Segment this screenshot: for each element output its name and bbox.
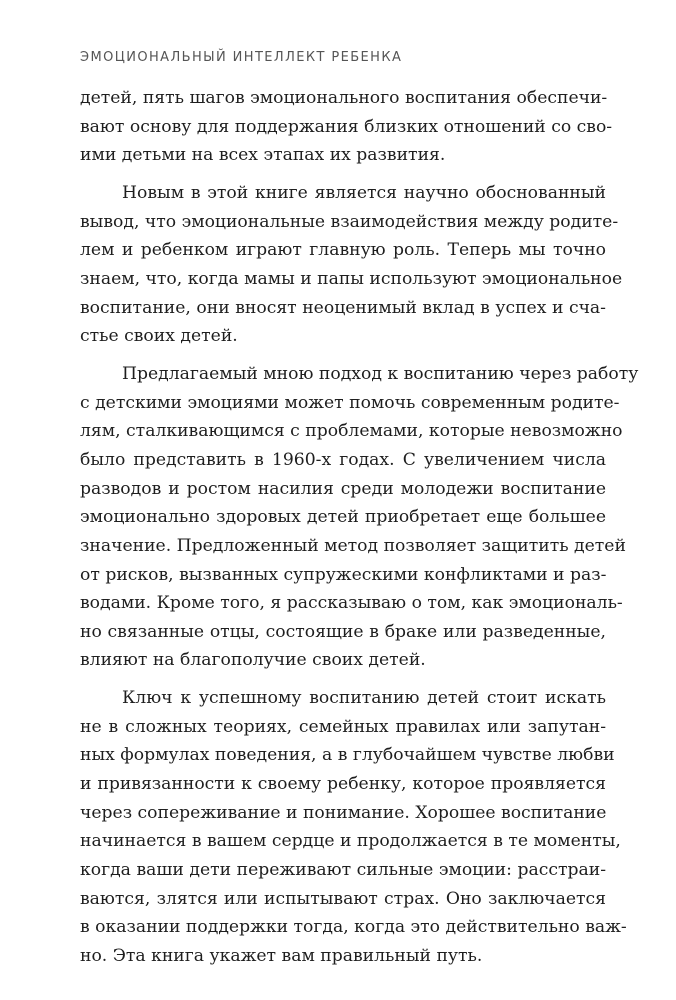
text-line: Ключ к успешному воспитанию детей стоит искать (122, 688, 606, 709)
text-line: ваются, злятся или испытывают страх. Оно заключается (80, 888, 606, 909)
text-line: Предлагаемый мною подход к воспитанию через работу (122, 363, 639, 384)
text-line: лям, сталкивающимся с проблемами, которые невозможно (80, 421, 623, 442)
paragraph-2 (80, 179, 623, 351)
text-line: водами. Кроме того, я рассказываю о том, как эмоциональ- (80, 593, 623, 614)
text-line: вают основу для поддержания близких отношений со сво- (80, 116, 613, 137)
text-line: ных формулах поведения, а в глубочайшем чувстве любви (80, 745, 615, 766)
text-line: знаем, что, когда мамы и папы используют эмоциональное (80, 268, 623, 289)
text-line: разводов и ростом насилия среди молодежи воспитание (80, 478, 606, 499)
text-line: но. Эта книга укажет вам правильный путь. (80, 946, 483, 967)
text-line: воспитание, они вносят неоценимый вклад в успех и сча- (80, 297, 606, 318)
text-line: Новым в этой книге является научно обоснованный (122, 182, 606, 203)
text-line: ими детьми на всех этапах их развития. (80, 145, 446, 166)
text-line: детей, пять шагов эмоционального воспитания обеспечи- (80, 88, 608, 108)
text-line: и привязанности к своему ребенку, которое проявляется (80, 774, 606, 795)
text-line: начинается в вашем сердце и продолжается в те моменты, (80, 831, 621, 852)
running-header: ЭМОЦИОНАЛЬНЫЙ ИНТЕЛЛЕКТ РЕБЕНКА (80, 50, 403, 65)
text-line: через сопереживание и понимание. Хорошее воспитание (80, 802, 607, 823)
text-line: влияют на благополучие своих детей. (80, 650, 426, 671)
text-line: стье своих детей. (80, 326, 238, 347)
text-line: в оказании поддержки тогда, когда это действительно важ- (80, 917, 627, 938)
text-line: вывод, что эмоциональные взаимодействия между родите- (80, 211, 619, 232)
text-line: было представить в 1960-х годах. С увеличением числа (80, 449, 606, 470)
text-line: лем и ребенком играют главную роль. Теперь мы точно (80, 240, 606, 261)
text-line: эмоционально здоровых детей приобретает еще большее (80, 507, 606, 528)
text-line: с детскими эмоциями может помочь современным родите- (80, 392, 620, 413)
text-line: от рисков, вызванных супружескими конфликтами и раз- (80, 564, 607, 585)
body-text (80, 84, 639, 971)
text-line: не в сложных теориях, семейных правилах или запутан- (80, 716, 606, 737)
paragraph-4 (80, 684, 627, 971)
text-line: когда ваши дети переживают сильные эмоции: расстраи- (80, 860, 606, 881)
text-line: но связанные отцы, состоящие в браке или разведенные, (80, 621, 606, 642)
text-line: значение. Предложенный метод позволяет защитить детей (80, 535, 626, 556)
paragraph-1 (80, 84, 613, 170)
paragraph-3 (80, 360, 639, 675)
